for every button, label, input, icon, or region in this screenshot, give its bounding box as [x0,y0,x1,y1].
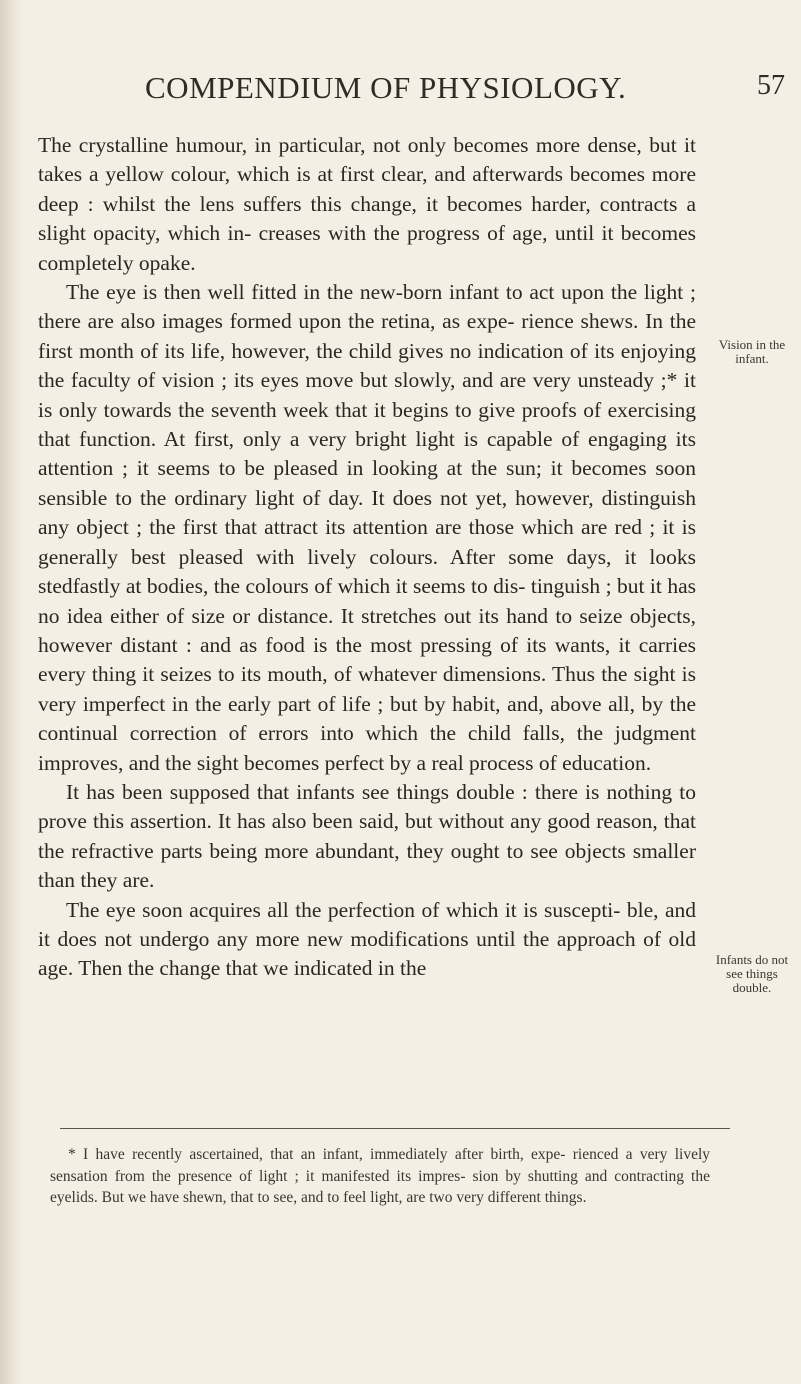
page-number: 57 [757,70,785,101]
footnote [50,1144,710,1209]
running-head: COMPENDIUM OF PHYSIOLOGY. [145,70,627,105]
marginal-note-double: Infants do not see things double. [715,952,789,995]
body-text [38,131,696,984]
paragraph-perfection: The eye soon acquires all the perfection of which it is suscepti- ble, and it does not undergo any more new modifications until the approach of old age. Then the change that we indicated in the [38,897,696,981]
page-gutter-shadow [0,0,22,1384]
page-header [0,70,801,110]
paragraph-crystalline: The crystalline humour, in particular, not only becomes more dense, but it takes a yellow colour, which is at first clear, and afterwards becomes more deep : whilst the lens suffers this change, it becomes harder, contracts a slight opacity, which in- creases with the progress of age, until it becomes completely opake. [38,133,696,275]
marginal-note-vision: Vision in the infant. [718,337,786,366]
footnote-text: * I have recently ascertained, that an infant, immediately after birth, expe- rienced a very lively sensation from the presence of light ; it manifested its impres- sion by shutting and contracting the eyelids. But we have shewn, that to see, and to feel light, are two very different things. [50,1146,710,1206]
footnote-rule [60,1128,730,1129]
paragraph-vision-infant: The eye is then well fitted in the new-born infant to act upon the light ; there are also images formed upon the retina, as expe- rience shews. In the first month of its life, however, the child gives no indication of its enjoying the faculty of vision ; its eyes move but slowly, and are very unsteady ;* it is only towards the seventh week that it begins to give proofs of exercising that function. At first, only a very bright light is capable of engaging its attention ; it seems to be pleased in looking at the sun; it becomes soon sensible to the ordinary light of day. It does not yet, however, distinguish any object ; the first that attract its attention are those which are red ; it is generally best pleased with lively colours. After some days, it looks stedfastly at bodies, the colours of which it seems to dis- tinguish ; but it has no idea either of size or distance. It stretches out its hand to seize objects, however distant : and as food is the most pressing of its wants, it carries every thing it seizes to its mouth, of whatever dimensions. Thus the sight is very imperfect in the early part of life ; but by habit, and, above all, by the continual correction of errors into which the child falls, the judgment improves, and the sight becomes perfect by a real process of education. [38,280,696,775]
paragraph-double-vision: It has been supposed that infants see things double : there is nothing to prove this assertion. It has also been said, but without any good reason, that the refractive parts being more abundant, they ought to see objects smaller than they are. [38,779,696,893]
